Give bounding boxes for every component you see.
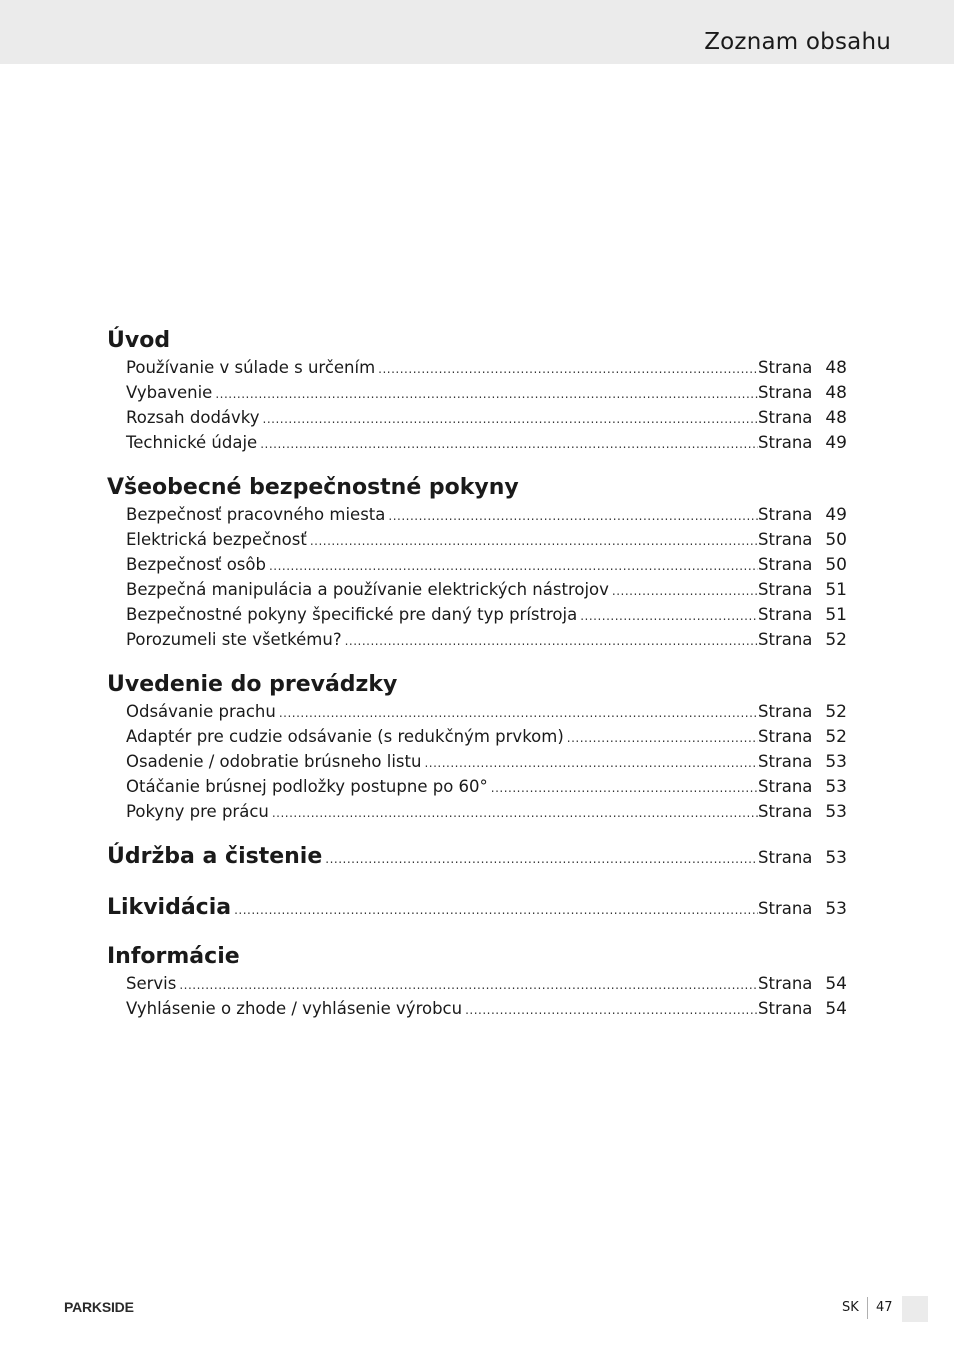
dot-leader [263,407,758,432]
toc-section-disposal[interactable] [107,891,847,926]
page-number: 52 [825,702,847,722]
entry-label: Bezpečnosť osôb [126,555,266,574]
entry-label: Bezpečnostné pokyny špecifické pre daný typ prístroja [126,605,578,624]
entry-label: Bezpečnosť pracovného miesta [126,505,386,524]
page-number: 48 [825,358,847,378]
page-number: 53 [825,777,847,797]
dot-leader [378,357,758,382]
dot-leader [612,579,758,604]
toc-section-startup [107,670,847,824]
dot-leader [491,776,758,801]
dot-leader [465,998,758,1023]
entry-label: Používanie v súlade s určením [126,358,376,377]
entry-label: Elektrická bezpečnosť [126,530,307,549]
page-number: 52 [825,727,847,747]
language-code: SK [842,1300,859,1315]
section-title[interactable]: Všeobecné bezpečnostné pokyny [107,475,519,500]
strana-label: Strana [758,777,813,796]
strana-label: Strana [758,433,813,452]
strana-label: Strana [758,974,813,993]
toc-entry[interactable] [126,527,847,552]
strana-label: Strana [758,383,813,402]
dot-leader [215,382,758,407]
strana-label: Strana [758,358,813,377]
entry-label: Porozumeli ste všetkému? [126,630,342,649]
strana-label: Strana [758,899,813,918]
page-number: 53 [825,802,847,822]
page-number: 54 [825,974,847,994]
footer-page-number: 47 [876,1300,893,1315]
dot-leader [279,701,758,726]
toc-entry[interactable] [126,627,847,652]
dot-leader [345,629,758,654]
dot-leader [310,529,758,554]
page-number: 51 [825,580,847,600]
page-title: Zoznam obsahu [704,29,891,55]
strana-label: Strana [758,505,813,524]
section-title[interactable]: Uvedenie do prevádzky [107,672,398,697]
section-title[interactable]: Informácie [107,944,240,969]
toc-entry[interactable] [126,699,847,724]
page-number: 49 [825,505,847,525]
page-number: 53 [825,899,847,919]
strana-label: Strana [758,555,813,574]
dot-leader [234,903,758,917]
toc-entry[interactable] [126,971,847,996]
strana-label: Strana [758,630,813,649]
toc-entry[interactable] [126,552,847,577]
entry-label: Servis [126,974,177,993]
toc-entry[interactable] [126,996,847,1021]
strana-label: Strana [758,605,813,624]
table-of-contents [107,326,847,1021]
dot-leader [269,554,758,579]
dot-leader [424,751,758,776]
strana-label: Strana [758,727,813,746]
section-title: Údržba a čistenie [107,844,323,869]
dot-leader [325,852,758,866]
toc-section-safety [107,473,847,652]
entry-label: Otáčanie brúsnej podložky postupne po 60° [126,777,488,796]
page-number: 50 [825,555,847,575]
strana-label: Strana [758,530,813,549]
entry-label: Rozsah dodávky [126,408,260,427]
entry-label: Adaptér pre cudzie odsávanie (s redukčným prvkom) [126,727,564,746]
toc-section-uvod [107,326,847,455]
brand-logo: PARKSIDE [64,1299,134,1315]
strana-label: Strana [758,752,813,771]
dot-leader [388,504,758,529]
entry-label: Vyhlásenie o zhode / vyhlásenie výrobcu [126,999,463,1018]
strana-label: Strana [758,580,813,599]
toc-entry[interactable] [126,577,847,602]
dot-leader [567,726,758,751]
entry-label: Osadenie / odobratie brúsneho listu [126,752,422,771]
toc-entry[interactable] [126,405,847,430]
toc-section-information [107,942,847,1021]
entry-label: Odsávanie prachu [126,702,276,721]
dot-leader [580,604,758,629]
strana-label: Strana [758,802,813,821]
dot-leader [179,973,758,998]
toc-entry[interactable] [126,799,847,824]
page-number: 54 [825,999,847,1019]
page-number: 53 [825,752,847,772]
page-number: 48 [825,408,847,428]
page-number: 49 [825,433,847,453]
toc-entry[interactable] [126,380,847,405]
page-number: 50 [825,530,847,550]
page-number: 53 [825,848,847,868]
toc-entry[interactable] [126,749,847,774]
page-number: 51 [825,605,847,625]
footer-divider [867,1297,868,1319]
entry-label: Vybavenie [126,383,213,402]
toc-entry[interactable] [126,355,847,380]
footer-marker-box [902,1296,928,1322]
strana-label: Strana [758,848,813,867]
toc-entry[interactable] [126,724,847,749]
toc-entry[interactable] [126,430,847,455]
toc-section-maintenance[interactable] [107,840,847,875]
strana-label: Strana [758,408,813,427]
page-number: 48 [825,383,847,403]
entry-label: Bezpečná manipulácia a používanie elektrických nástrojov [126,580,609,599]
section-title: Likvidácia [107,895,232,920]
strana-label: Strana [758,999,813,1018]
entry-label: Pokyny pre prácu [126,802,269,821]
toc-entry[interactable] [126,502,847,527]
entry-label: Technické údaje [126,433,258,452]
toc-entry[interactable] [126,602,847,627]
toc-entry[interactable] [126,774,847,799]
page-number: 52 [825,630,847,650]
dot-leader [260,432,758,457]
section-title[interactable]: Úvod [107,328,171,353]
strana-label: Strana [758,702,813,721]
dot-leader [272,801,758,826]
